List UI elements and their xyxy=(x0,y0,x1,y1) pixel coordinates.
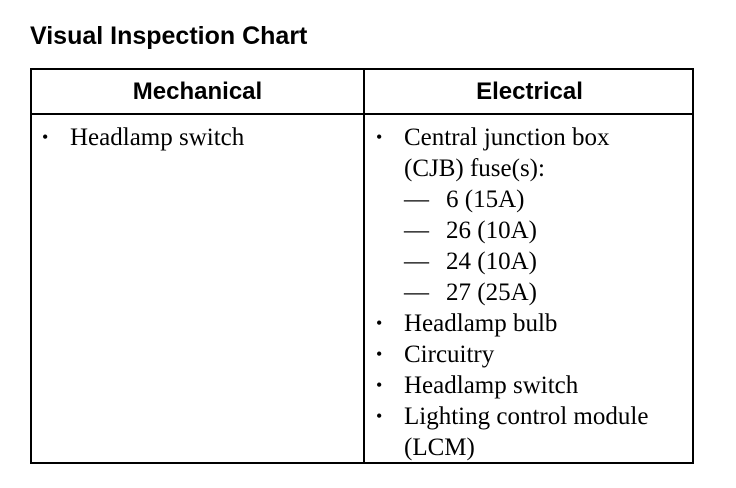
dash-icon: — xyxy=(404,248,429,275)
list-item xyxy=(374,401,690,432)
list-item-text: Headlamp switch xyxy=(404,372,579,399)
dash-icon: — xyxy=(404,186,429,213)
fuse-item xyxy=(374,246,690,277)
list-item-text: (LCM) xyxy=(404,434,475,461)
bullet-icon: • xyxy=(376,406,383,426)
bullet-icon: • xyxy=(376,127,383,147)
list-item-text: Central junction box xyxy=(404,124,610,151)
fuse-item xyxy=(374,277,690,308)
fuse-text: 6 (15A) xyxy=(446,186,525,213)
fuse-text: 24 (10A) xyxy=(446,248,537,275)
list-item xyxy=(374,370,690,401)
list-item-text: Headlamp switch xyxy=(70,124,245,151)
page-title: Visual Inspection Chart xyxy=(30,22,308,50)
dash-icon: — xyxy=(404,217,429,244)
dash-icon: — xyxy=(404,279,429,306)
table-header-row xyxy=(32,70,692,115)
electrical-cell xyxy=(374,122,690,463)
list-item-text: Lighting control module xyxy=(404,403,649,430)
list-item xyxy=(374,339,690,370)
header-electrical: Electrical xyxy=(476,78,583,105)
list-item-text: (CJB) fuse(s): xyxy=(404,155,545,182)
fuse-item xyxy=(374,184,690,215)
bullet-icon: • xyxy=(42,127,49,147)
list-item-text: Headlamp bulb xyxy=(404,310,558,337)
column-divider xyxy=(363,70,365,462)
list-item-continuation xyxy=(374,153,690,184)
bullet-icon: • xyxy=(376,313,383,333)
mechanical-cell xyxy=(40,122,358,153)
fuse-text: 27 (25A) xyxy=(446,279,537,306)
fuse-item xyxy=(374,215,690,246)
list-item-text: Circuitry xyxy=(404,341,495,368)
bullet-icon: • xyxy=(376,344,383,364)
header-mechanical: Mechanical xyxy=(132,78,263,105)
list-item xyxy=(374,308,690,339)
list-item-continuation xyxy=(374,432,690,463)
list-item xyxy=(40,122,358,153)
fuse-text: 26 (10A) xyxy=(446,217,537,244)
bullet-icon: • xyxy=(376,375,383,395)
inspection-table xyxy=(30,68,694,464)
list-item xyxy=(374,122,690,153)
